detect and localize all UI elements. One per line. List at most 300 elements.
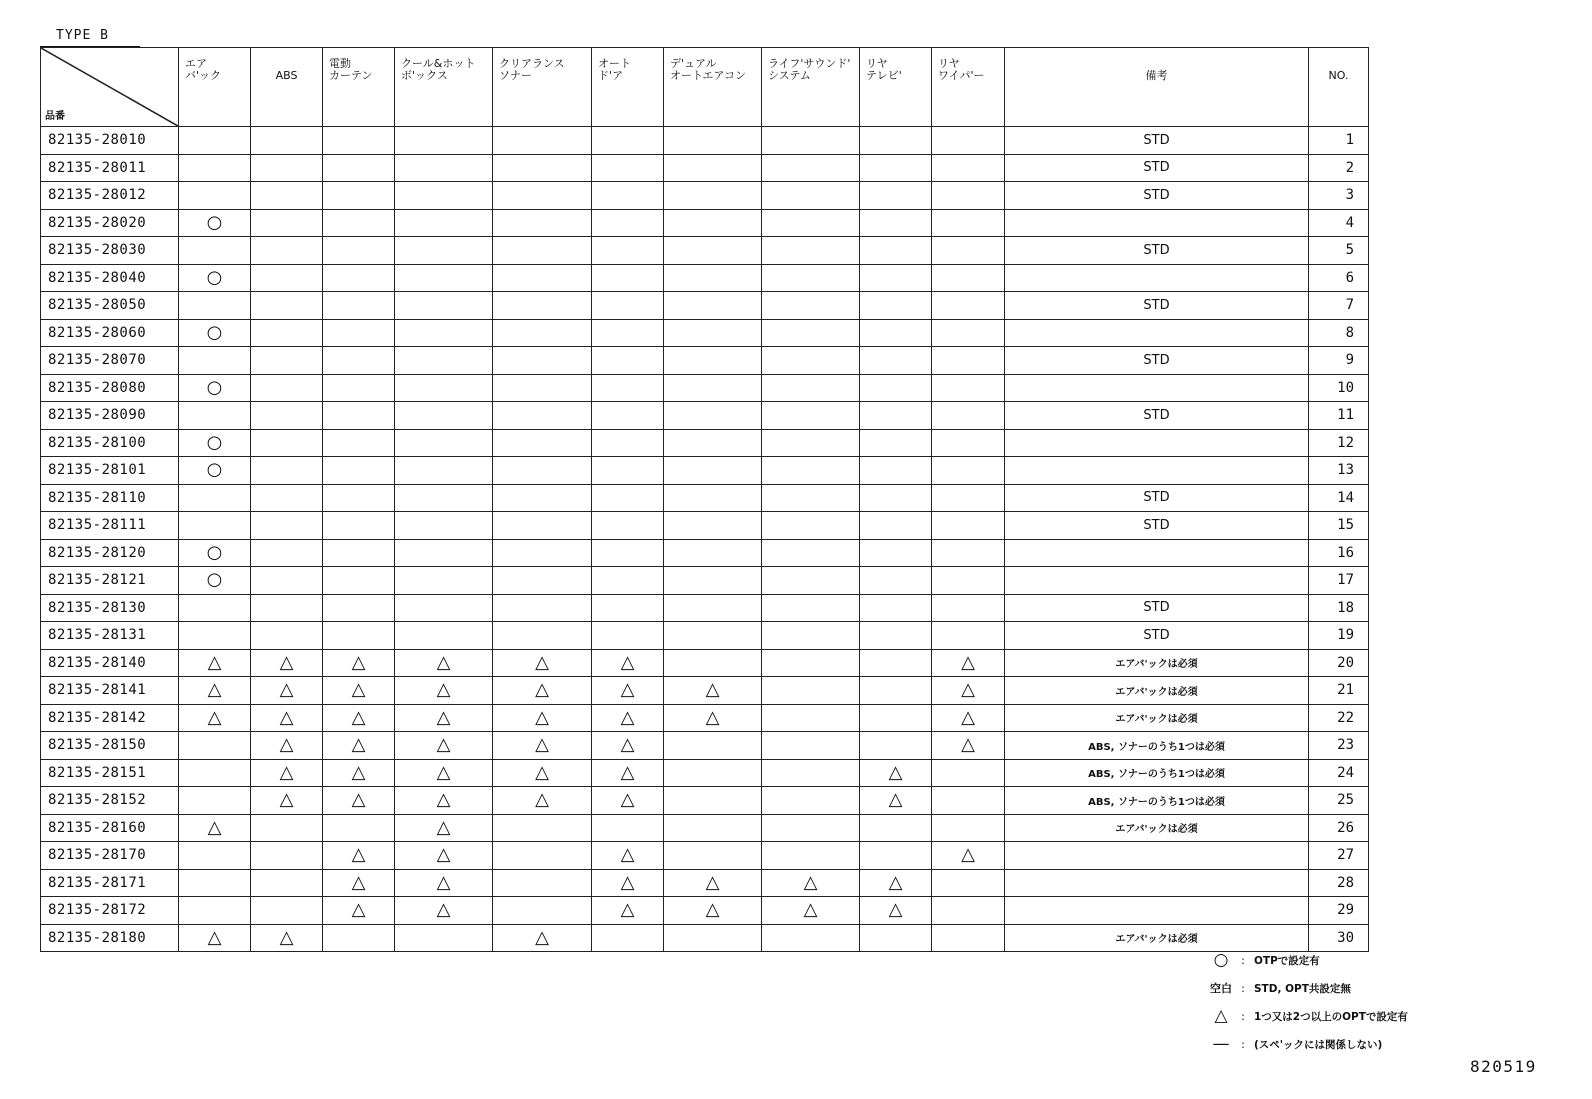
remark-cell: エアバ'ックは必須 (1005, 704, 1309, 732)
triangle-mark-icon: △ (351, 789, 366, 811)
option-cell (493, 182, 592, 210)
option-cell (664, 759, 762, 787)
part-number-cell: 82135-28142 (41, 704, 179, 732)
option-cell (251, 127, 323, 155)
triangle-mark-icon: △ (535, 926, 549, 948)
option-cell (395, 594, 493, 622)
table-row (41, 869, 1369, 897)
option-cell (493, 594, 592, 622)
column-header: ABS (251, 48, 323, 127)
table-row (41, 787, 1369, 815)
part-number-cell: 82135-28150 (41, 732, 179, 760)
option-cell (395, 649, 493, 677)
option-cell (251, 677, 323, 705)
row-number-cell: 5 (1309, 237, 1369, 265)
option-cell (592, 924, 664, 952)
triangle-mark-icon: △ (351, 706, 366, 728)
legend-separator: : (1241, 981, 1245, 995)
option-cell (251, 814, 323, 842)
option-cell (932, 842, 1005, 870)
remark-cell: ABS, ソナーのうち1つは必須 (1005, 787, 1309, 815)
option-cell (323, 154, 395, 182)
option-cell (762, 374, 860, 402)
table-row (41, 924, 1369, 952)
table-row (41, 814, 1369, 842)
option-cell (664, 622, 762, 650)
triangle-mark-icon: △ (436, 761, 451, 783)
table-row (41, 539, 1369, 567)
table-row (41, 237, 1369, 265)
option-cell (395, 154, 493, 182)
table-row (41, 182, 1369, 210)
option-cell (323, 897, 395, 925)
option-cell (762, 154, 860, 182)
option-cell (664, 429, 762, 457)
option-cell (664, 732, 762, 760)
option-cell (323, 649, 395, 677)
option-cell (932, 869, 1005, 897)
triangle-mark-icon: △ (207, 706, 222, 728)
option-cell (323, 704, 395, 732)
option-cell (664, 154, 762, 182)
remark-cell: STD (1005, 127, 1309, 155)
option-cell (179, 594, 251, 622)
remark-cell: STD (1005, 512, 1309, 540)
remark-cell (1005, 457, 1309, 485)
option-cell (592, 154, 664, 182)
part-number-cell: 82135-28111 (41, 512, 179, 540)
option-cell (932, 649, 1005, 677)
option-cell (179, 677, 251, 705)
column-header: リヤ ワイパ'ー (932, 48, 1005, 127)
legend-symbol: 空白 (1210, 982, 1232, 995)
legend-symbol: — (1212, 1034, 1230, 1054)
option-cell (323, 319, 395, 347)
remark-cell (1005, 264, 1309, 292)
option-cell (395, 897, 493, 925)
option-cell (664, 869, 762, 897)
option-cell (395, 787, 493, 815)
option-cell (323, 759, 395, 787)
row-number-cell: 22 (1309, 704, 1369, 732)
type-label: TYPE B (56, 28, 109, 43)
row-number-cell: 4 (1309, 209, 1369, 237)
option-cell (179, 182, 251, 210)
legend (1210, 946, 1408, 1058)
table-row (41, 622, 1369, 650)
remark-cell (1005, 319, 1309, 347)
option-cell (664, 787, 762, 815)
triangle-mark-icon: △ (961, 679, 975, 701)
table-row (41, 512, 1369, 540)
option-cell (932, 209, 1005, 237)
option-cell (762, 924, 860, 952)
option-cell (395, 512, 493, 540)
remark-cell: エアバ'ックは必須 (1005, 649, 1309, 677)
option-cell (395, 677, 493, 705)
row-number-cell: 7 (1309, 292, 1369, 320)
option-cell (592, 869, 664, 897)
option-cell (493, 704, 592, 732)
option-cell (493, 292, 592, 320)
option-cell (932, 292, 1005, 320)
triangle-mark-icon: △ (961, 734, 975, 756)
option-cell (323, 594, 395, 622)
option-cell (860, 484, 932, 512)
option-cell (251, 512, 323, 540)
option-cell (592, 814, 664, 842)
triangle-mark-icon: △ (436, 816, 451, 838)
option-cell (932, 704, 1005, 732)
row-number-cell: 21 (1309, 677, 1369, 705)
remark-cell (1005, 869, 1309, 897)
table-body (41, 127, 1369, 952)
part-number-cell: 82135-28141 (41, 677, 179, 705)
option-cell (762, 209, 860, 237)
table-row (41, 759, 1369, 787)
row-number-cell: 8 (1309, 319, 1369, 347)
option-cell (395, 209, 493, 237)
table-row (41, 704, 1369, 732)
circle-mark-icon: ○ (206, 459, 223, 481)
row-number-cell: 10 (1309, 374, 1369, 402)
remark-cell (1005, 209, 1309, 237)
option-cell (860, 539, 932, 567)
triangle-mark-icon: △ (436, 734, 451, 756)
part-number-cell: 82135-28131 (41, 622, 179, 650)
option-cell (493, 897, 592, 925)
option-cell (664, 677, 762, 705)
table-row (41, 677, 1369, 705)
option-cell (251, 759, 323, 787)
triangle-mark-icon: △ (961, 651, 975, 673)
option-cell (179, 319, 251, 347)
option-cell (762, 897, 860, 925)
corner-label: 品番 (45, 111, 65, 122)
table-row (41, 347, 1369, 375)
option-cell (179, 484, 251, 512)
triangle-mark-icon: △ (620, 706, 635, 728)
option-cell (932, 567, 1005, 595)
table-row (41, 127, 1369, 155)
option-cell (664, 319, 762, 347)
option-cell (323, 127, 395, 155)
triangle-mark-icon: △ (279, 734, 294, 756)
triangle-mark-icon: △ (620, 679, 635, 701)
option-cell (762, 732, 860, 760)
option-cell (251, 924, 323, 952)
option-cell (323, 182, 395, 210)
option-cell (762, 567, 860, 595)
table-row (41, 292, 1369, 320)
option-cell (323, 567, 395, 595)
triangle-mark-icon: △ (351, 734, 366, 756)
option-cell (762, 264, 860, 292)
triangle-mark-icon: △ (803, 899, 818, 921)
option-cell (860, 732, 932, 760)
option-cell (932, 814, 1005, 842)
part-number-cell: 82135-28012 (41, 182, 179, 210)
option-cell (323, 787, 395, 815)
option-cell (860, 594, 932, 622)
triangle-mark-icon: △ (888, 871, 903, 893)
table-row (41, 457, 1369, 485)
part-number-cell: 82135-28110 (41, 484, 179, 512)
part-number-cell: 82135-28090 (41, 402, 179, 430)
option-cell (251, 319, 323, 347)
option-cell (860, 347, 932, 375)
option-cell (251, 182, 323, 210)
triangle-mark-icon: △ (351, 844, 366, 866)
row-number-cell: 25 (1309, 787, 1369, 815)
option-cell (860, 869, 932, 897)
option-cell (664, 594, 762, 622)
option-cell (664, 182, 762, 210)
option-cell (251, 897, 323, 925)
part-number-cell: 82135-28171 (41, 869, 179, 897)
row-number-cell: 24 (1309, 759, 1369, 787)
option-cell (762, 787, 860, 815)
option-cell (762, 649, 860, 677)
triangle-mark-icon: △ (620, 844, 635, 866)
option-cell (932, 759, 1005, 787)
option-cell (251, 594, 323, 622)
option-cell (395, 402, 493, 430)
row-number-cell: 14 (1309, 484, 1369, 512)
option-cell (932, 319, 1005, 347)
option-cell (592, 732, 664, 760)
row-number-cell: 23 (1309, 732, 1369, 760)
triangle-mark-icon: △ (436, 789, 451, 811)
option-cell (179, 732, 251, 760)
triangle-mark-icon: △ (436, 844, 451, 866)
triangle-mark-icon: △ (535, 706, 549, 728)
option-cell (493, 814, 592, 842)
option-cell (179, 209, 251, 237)
option-cell (251, 292, 323, 320)
column-header: オート ド'ア (592, 48, 664, 127)
option-cell (395, 374, 493, 402)
option-cell (395, 567, 493, 595)
table-row (41, 264, 1369, 292)
option-cell (179, 622, 251, 650)
part-number-cell: 82135-28160 (41, 814, 179, 842)
option-cell (395, 484, 493, 512)
legend-text: 1つ又は2つ以上のOPTで設定有 (1254, 1010, 1408, 1023)
option-cell (323, 732, 395, 760)
remark-cell (1005, 897, 1309, 925)
option-cell (762, 347, 860, 375)
remark-cell: STD (1005, 402, 1309, 430)
triangle-mark-icon: △ (351, 871, 366, 893)
row-number-cell: 13 (1309, 457, 1369, 485)
row-number-cell: 19 (1309, 622, 1369, 650)
option-cell (762, 319, 860, 347)
option-cell (395, 182, 493, 210)
option-cell (251, 622, 323, 650)
option-cell (493, 209, 592, 237)
option-cell (323, 622, 395, 650)
option-cell (179, 237, 251, 265)
option-cell (860, 924, 932, 952)
triangle-mark-icon: △ (620, 871, 635, 893)
option-cell (323, 347, 395, 375)
option-cell (860, 512, 932, 540)
table-row (41, 842, 1369, 870)
remark-cell: STD (1005, 154, 1309, 182)
option-cell (251, 429, 323, 457)
option-cell (323, 484, 395, 512)
option-cell (932, 402, 1005, 430)
option-cell (592, 567, 664, 595)
row-number-cell: 30 (1309, 924, 1369, 952)
triangle-mark-icon: △ (207, 816, 222, 838)
option-cell (179, 814, 251, 842)
legend-text: OTPで設定有 (1254, 954, 1320, 967)
legend-symbol: △ (1214, 1006, 1228, 1026)
option-cell (932, 429, 1005, 457)
option-cell (860, 402, 932, 430)
remark-cell: STD (1005, 347, 1309, 375)
triangle-mark-icon: △ (279, 651, 294, 673)
option-cell (323, 539, 395, 567)
option-cell (932, 182, 1005, 210)
remark-cell (1005, 539, 1309, 567)
option-cell (395, 347, 493, 375)
option-cell (860, 429, 932, 457)
remark-cell: エアバ'ックは必須 (1005, 924, 1309, 952)
number-header: NO. (1309, 48, 1369, 127)
option-cell (932, 237, 1005, 265)
option-cell (592, 209, 664, 237)
option-cell (592, 649, 664, 677)
part-number-cell: 82135-28070 (41, 347, 179, 375)
option-cell (762, 842, 860, 870)
option-cell (179, 567, 251, 595)
option-cell (860, 127, 932, 155)
option-cell (323, 237, 395, 265)
option-cell (251, 347, 323, 375)
header-row (41, 48, 1369, 127)
triangle-mark-icon: △ (279, 706, 294, 728)
option-cell (762, 512, 860, 540)
option-cell (323, 869, 395, 897)
option-cell (860, 787, 932, 815)
part-number-cell: 82135-28180 (41, 924, 179, 952)
option-cell (179, 402, 251, 430)
option-cell (179, 457, 251, 485)
column-header: デ'ュアル オートエアコン (664, 48, 762, 127)
triangle-mark-icon: △ (207, 926, 222, 948)
table-row (41, 897, 1369, 925)
option-cell (493, 924, 592, 952)
option-cell (592, 347, 664, 375)
option-cell (395, 814, 493, 842)
option-cell (395, 292, 493, 320)
option-cell (664, 347, 762, 375)
row-number-cell: 26 (1309, 814, 1369, 842)
triangle-mark-icon: △ (620, 899, 635, 921)
option-cell (395, 457, 493, 485)
option-cell (323, 814, 395, 842)
option-cell (592, 897, 664, 925)
part-number-cell: 82135-28121 (41, 567, 179, 595)
option-cell (664, 209, 762, 237)
option-cell (493, 484, 592, 512)
option-cell (860, 897, 932, 925)
option-cell (664, 374, 762, 402)
option-cell (251, 732, 323, 760)
option-cell (395, 264, 493, 292)
triangle-mark-icon: △ (961, 706, 975, 728)
triangle-mark-icon: △ (351, 651, 366, 673)
remark-cell (1005, 567, 1309, 595)
option-cell (664, 512, 762, 540)
option-cell (932, 264, 1005, 292)
option-cell (395, 732, 493, 760)
option-cell (860, 374, 932, 402)
option-cell (860, 814, 932, 842)
option-cell (932, 347, 1005, 375)
option-cell (664, 292, 762, 320)
option-cell (395, 924, 493, 952)
row-number-cell: 27 (1309, 842, 1369, 870)
column-header: クール&ホット ボ'ックス (395, 48, 493, 127)
remark-cell (1005, 374, 1309, 402)
option-cell (592, 402, 664, 430)
option-cell (762, 594, 860, 622)
option-cell (932, 677, 1005, 705)
diagram-id: 820519 (1470, 1057, 1537, 1076)
triangle-mark-icon: △ (705, 679, 720, 701)
option-cell (592, 677, 664, 705)
legend-separator: : (1241, 953, 1245, 967)
circle-mark-icon: ○ (206, 376, 223, 398)
table-row (41, 594, 1369, 622)
option-cell (592, 264, 664, 292)
remark-cell (1005, 429, 1309, 457)
option-cell (664, 924, 762, 952)
option-cell (664, 842, 762, 870)
option-cell (395, 319, 493, 347)
option-cell (179, 649, 251, 677)
remark-cell: STD (1005, 292, 1309, 320)
row-number-cell: 20 (1309, 649, 1369, 677)
triangle-mark-icon: △ (535, 651, 549, 673)
option-cell (664, 264, 762, 292)
option-cell (493, 677, 592, 705)
option-cell (860, 759, 932, 787)
option-cell (860, 842, 932, 870)
option-cell (493, 237, 592, 265)
triangle-mark-icon: △ (207, 679, 222, 701)
option-cell (493, 402, 592, 430)
triangle-mark-icon: △ (803, 871, 818, 893)
legend-symbol: ○ (1213, 950, 1229, 970)
option-cell (179, 924, 251, 952)
table-row (41, 402, 1369, 430)
row-number-cell: 18 (1309, 594, 1369, 622)
option-cell (664, 567, 762, 595)
option-cell (932, 127, 1005, 155)
option-cell (251, 484, 323, 512)
option-cell (323, 292, 395, 320)
option-cell (395, 869, 493, 897)
part-number-cell: 82135-28040 (41, 264, 179, 292)
option-cell (860, 649, 932, 677)
triangle-mark-icon: △ (888, 789, 903, 811)
option-cell (860, 182, 932, 210)
